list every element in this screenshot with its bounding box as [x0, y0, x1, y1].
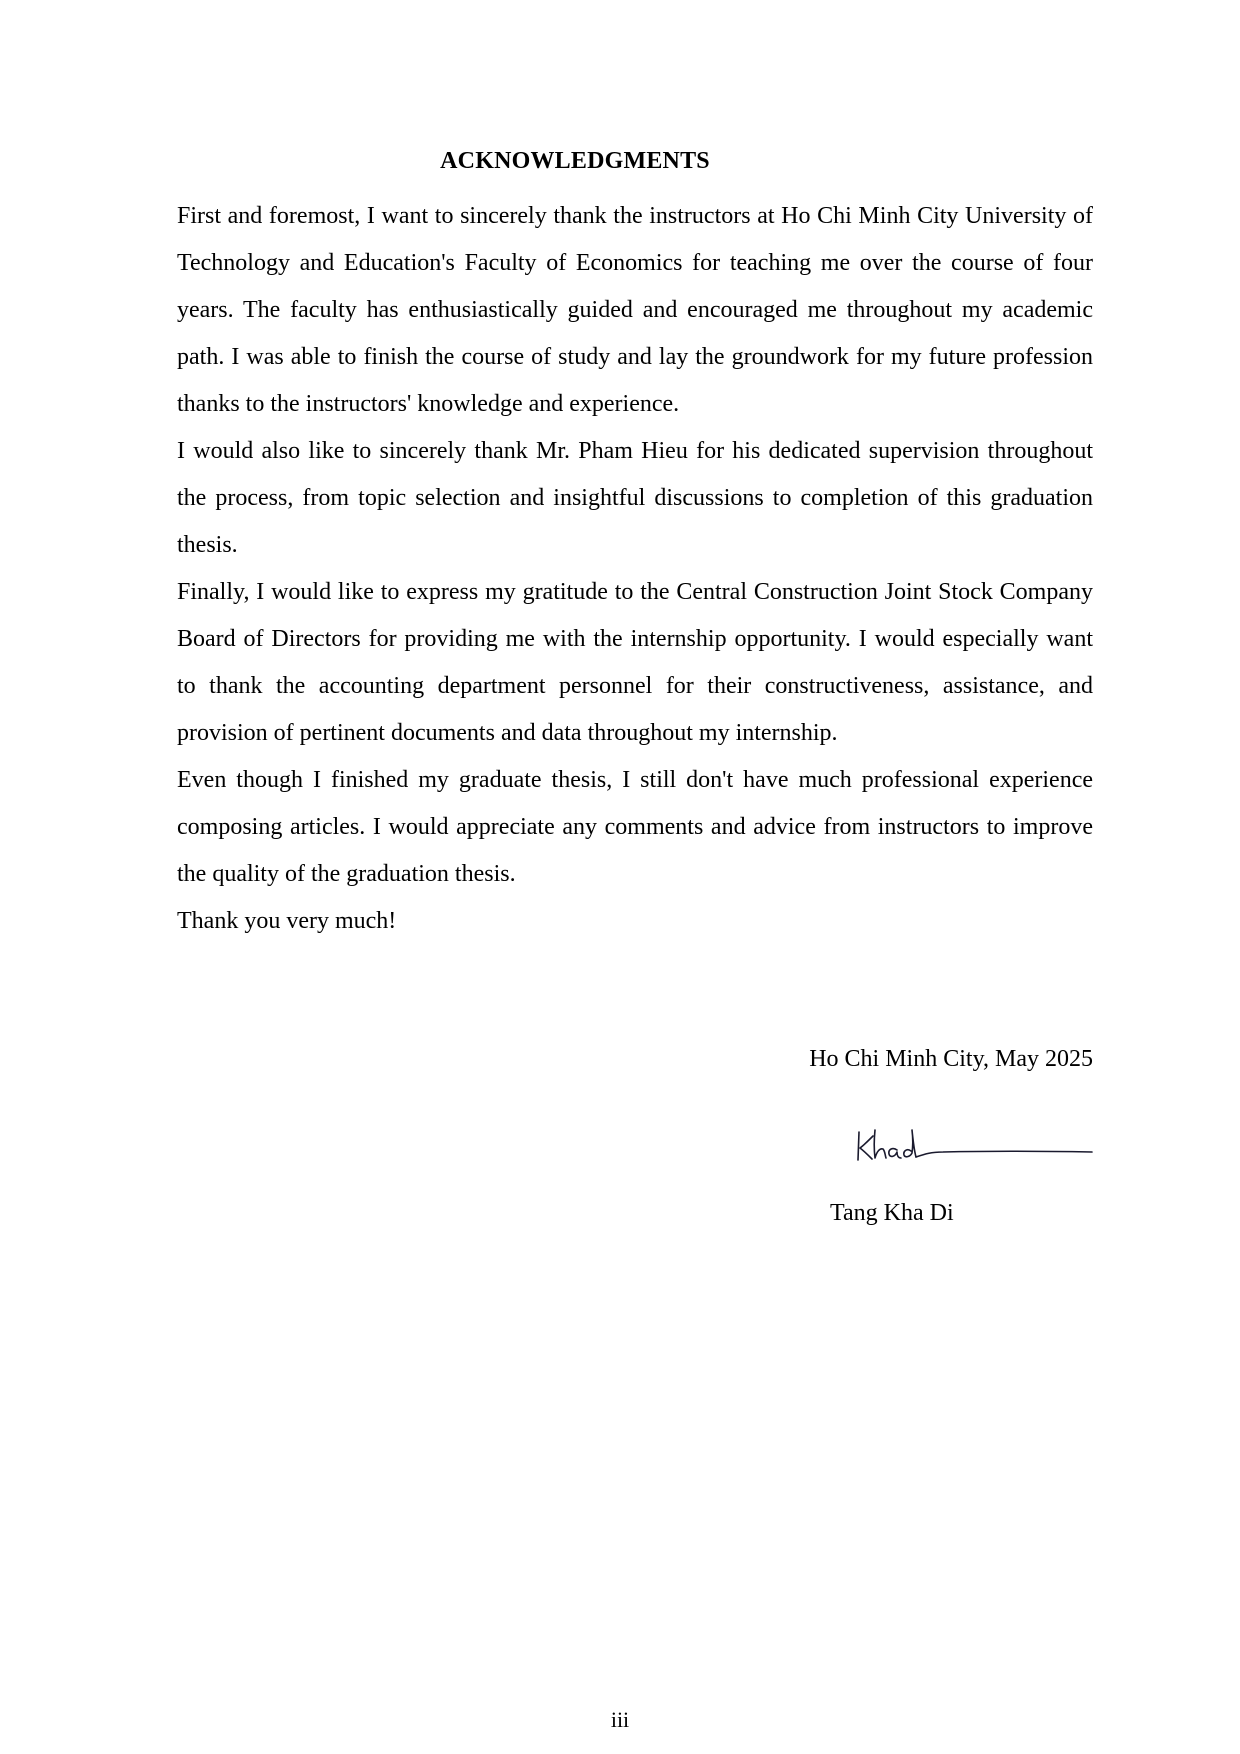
- handwritten-signature: [855, 1124, 1095, 1174]
- page-number: iii: [610, 1707, 630, 1732]
- paragraph-4: Even though I finished my graduate thesis, I still don't have much professional experience composing articles. I would appreciate any comments and advice from instructors to improve the quality of the graduation thesis.: [177, 767, 1093, 887]
- signatory-name: Tang Kha Di: [830, 1200, 954, 1226]
- document-body: [177, 193, 1093, 945]
- paragraph-3: Finally, I would like to express my gratitude to the Central Construction Joint Stock Company Board of Directors for providing me with the internship opportunity. I would especially want to thank the accounting department personnel for their constructiveness, assistance, and provision of pertinent documents and data throughout my internship.: [177, 579, 1093, 746]
- paragraph-1: First and foremost, I want to sincerely thank the instructors at Ho Chi Minh City University of Technology and Education's Faculty of Economics for teaching me over the course of four years. The faculty has enthusiastically guided and encouraged me throughout my academic path. I was able to finish the course of study and lay the groundwork for my future profession thanks to the instructors' knowledge and experience.: [177, 203, 1093, 417]
- paragraph-5: Thank you very much!: [177, 908, 397, 934]
- page-title: ACKNOWLEDGMENTS: [440, 148, 710, 174]
- place-date: Ho Chi Minh City, May 2025: [809, 1046, 1093, 1072]
- paragraph-2: I would also like to sincerely thank Mr. Pham Hieu for his dedicated supervision throughout the process, from topic selection and insightful discussions to completion of this graduation thesis.: [177, 438, 1093, 558]
